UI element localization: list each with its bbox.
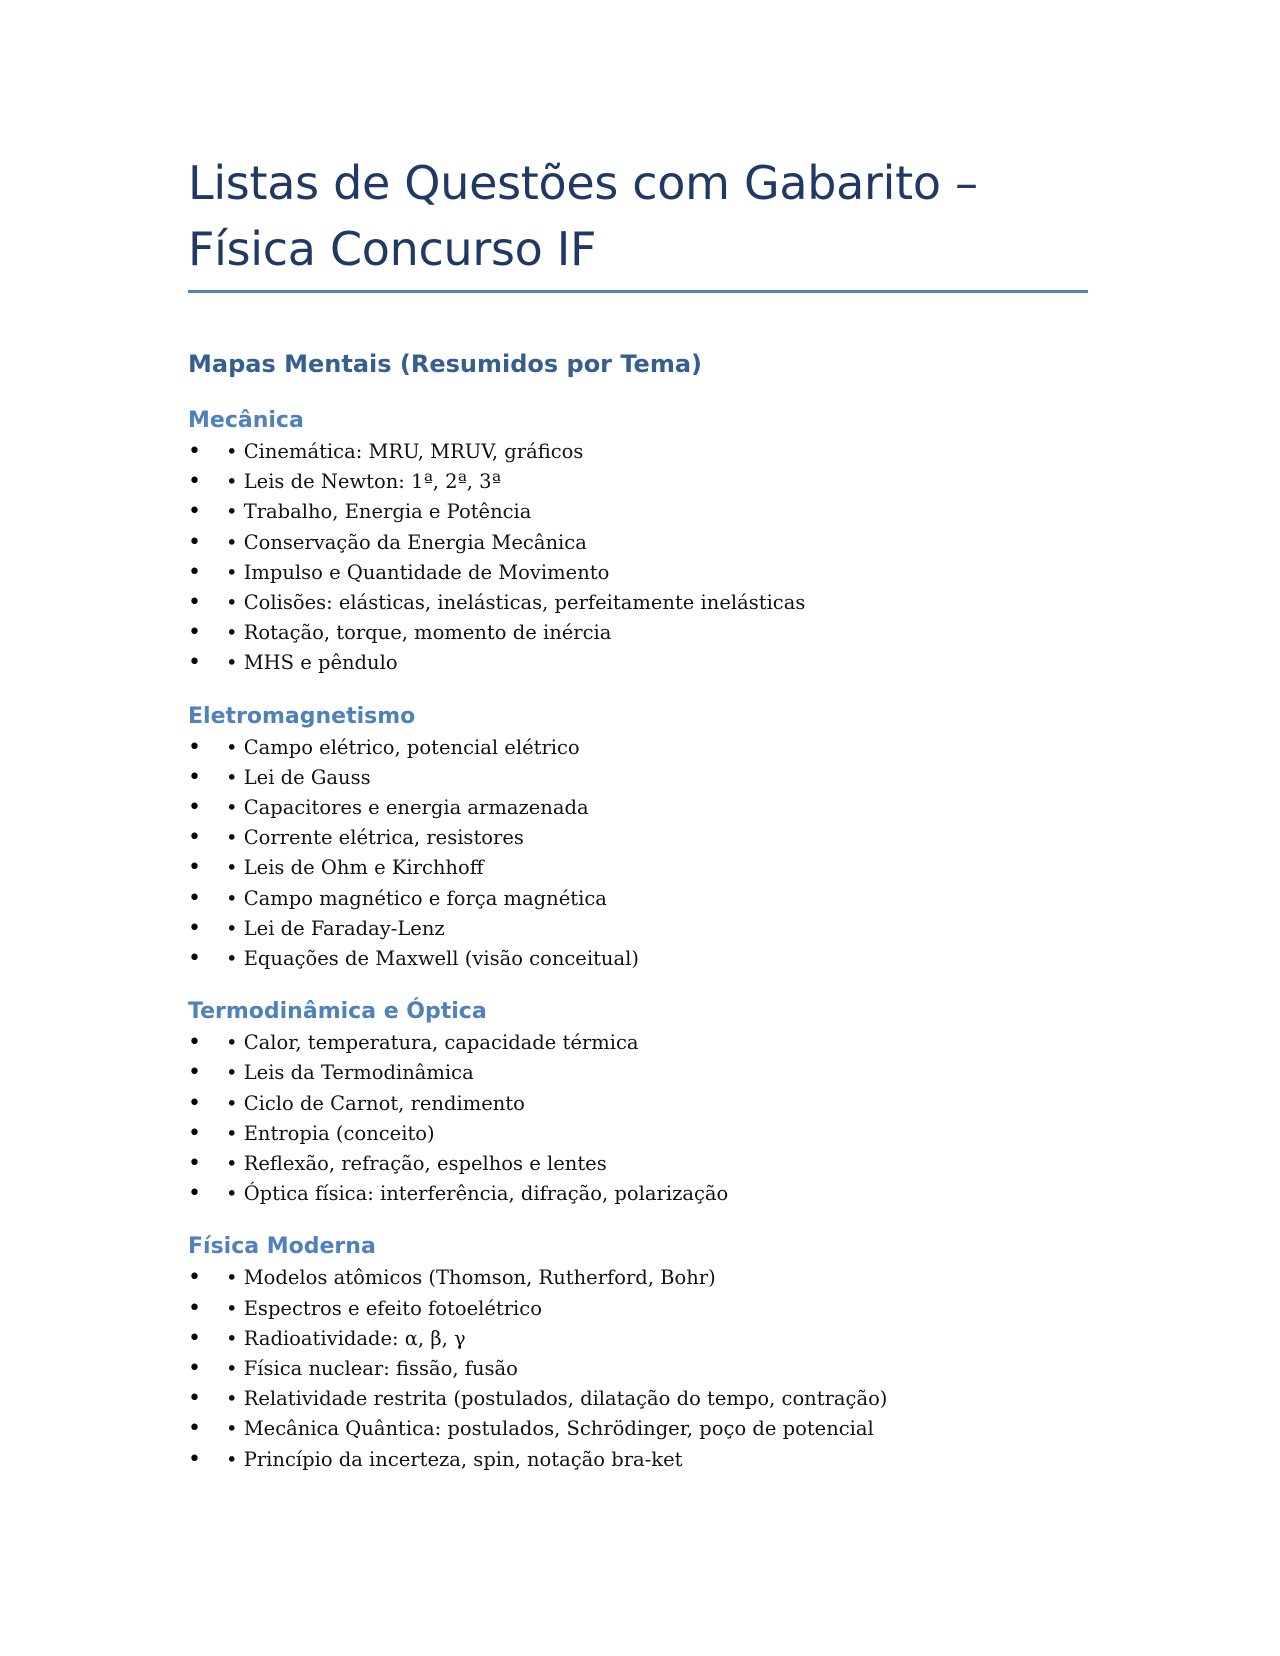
list-item xyxy=(188,1119,1088,1149)
bullet-icon: • xyxy=(188,855,201,881)
section-fisica-moderna xyxy=(188,1231,1088,1474)
list-item xyxy=(188,437,1088,467)
list-item xyxy=(188,733,1088,763)
bullet-list xyxy=(188,1028,1088,1209)
list-item xyxy=(188,884,1088,914)
bullet-icon: • xyxy=(188,1446,201,1472)
section-eletromagnetismo xyxy=(188,701,1088,975)
bullet-icon: • xyxy=(188,1151,201,1177)
bullet-icon: • xyxy=(188,529,201,555)
list-item-text: • Ciclo de Carnot, rendimento xyxy=(226,1091,525,1115)
list-item-text: • Espectros e efeito fotoelétrico xyxy=(226,1296,542,1320)
section-heading: Mecânica xyxy=(188,408,304,433)
list-item-text: • Calor, temperatura, capacidade térmica xyxy=(226,1031,639,1055)
list-item-text: • Lei de Gauss xyxy=(226,765,371,789)
list-item xyxy=(188,588,1088,618)
list-item xyxy=(188,618,1088,648)
bullet-icon: • xyxy=(188,1295,201,1321)
bullet-icon: • xyxy=(188,795,201,821)
list-item xyxy=(188,1149,1088,1179)
bullet-icon: • xyxy=(188,825,201,851)
list-item xyxy=(188,1179,1088,1209)
bullet-icon: • xyxy=(188,469,201,495)
bullet-icon: • xyxy=(188,1325,201,1351)
list-item-text: • Rotação, torque, momento de inércia xyxy=(226,621,612,645)
list-item-text: • Campo magnético e força magnética xyxy=(226,886,607,910)
list-item-text: • Reflexão, refração, espelhos e lentes xyxy=(226,1152,607,1176)
bullet-icon: • xyxy=(188,1386,201,1412)
bullet-icon: • xyxy=(188,1090,201,1116)
list-item-text: • Trabalho, Energia e Potência xyxy=(226,500,532,524)
list-item xyxy=(188,1445,1088,1475)
list-item xyxy=(188,1058,1088,1088)
bullet-icon: • xyxy=(188,1416,201,1442)
bullet-icon: • xyxy=(188,1030,201,1056)
list-item xyxy=(188,467,1088,497)
list-item xyxy=(188,793,1088,823)
list-item xyxy=(188,944,1088,974)
bullet-icon: • xyxy=(188,590,201,616)
section-heading: Física Moderna xyxy=(188,1234,376,1260)
list-item-text: • Conservação da Energia Mecânica xyxy=(226,530,587,554)
bullet-list xyxy=(188,1263,1088,1474)
bullet-icon: • xyxy=(188,1120,201,1146)
list-item-text: • Capacitores e energia armazenada xyxy=(226,796,589,820)
bullet-icon: • xyxy=(188,885,201,911)
mind-maps-heading: Mapas Mentais (Resumidos por Tema) xyxy=(188,350,703,378)
bullet-icon: • xyxy=(188,559,201,585)
list-item-text: • Entropia (conceito) xyxy=(226,1121,435,1145)
document-title-line-1: Listas de Questões com Gabarito – xyxy=(188,156,978,210)
bullet-icon: • xyxy=(188,764,201,790)
list-item xyxy=(188,558,1088,588)
list-item-text: • Lei de Faraday-Lenz xyxy=(226,916,445,940)
list-item xyxy=(188,853,1088,883)
list-item xyxy=(188,1414,1088,1444)
list-item-text: • Leis da Termodinâmica xyxy=(226,1061,474,1085)
list-item xyxy=(188,1384,1088,1414)
bullet-icon: • xyxy=(188,915,201,941)
list-item-text: • Física nuclear: fissão, fusão xyxy=(226,1357,518,1381)
bullet-icon: • xyxy=(188,1060,201,1086)
list-item-text: • Princípio da incerteza, spin, notação bra-ket xyxy=(226,1447,683,1471)
list-item-text: • Óptica física: interferência, difração, polarização xyxy=(226,1182,729,1206)
bullet-icon: • xyxy=(188,439,201,464)
list-item xyxy=(188,823,1088,853)
section-heading: Eletromagnetismo xyxy=(188,703,416,729)
list-item-text: • Modelos atômicos (Thomson, Rutherford, Bohr) xyxy=(226,1266,716,1290)
list-item xyxy=(188,1263,1088,1293)
list-item xyxy=(188,1324,1088,1354)
document-title-line-2: Física Concurso IF xyxy=(188,222,597,276)
list-item-text: • Mecânica Quântica: postulados, Schrödinger, poço de potencial xyxy=(226,1417,874,1441)
list-item-text: • Cinemática: MRU, MRUV, gráficos xyxy=(226,440,584,463)
list-item xyxy=(188,497,1088,527)
bullet-icon: • xyxy=(188,1356,201,1382)
list-item xyxy=(188,1089,1088,1119)
document-body xyxy=(188,150,1088,1475)
list-item-text: • MHS e pêndulo xyxy=(226,651,398,675)
bullet-icon: • xyxy=(188,650,201,676)
list-item-text: • Leis de Newton: 1ª, 2ª, 3ª xyxy=(226,470,501,494)
section-mecanica xyxy=(188,405,1088,679)
list-item-text: • Relatividade restrita (postulados, dilatação do tempo, contração) xyxy=(226,1387,888,1411)
bullet-icon: • xyxy=(188,1181,201,1207)
list-item-text: • Radioatividade: α, β, γ xyxy=(226,1326,466,1350)
list-item xyxy=(188,1294,1088,1324)
list-item xyxy=(188,914,1088,944)
list-item-text: • Campo elétrico, potencial elétrico xyxy=(226,735,580,759)
list-item xyxy=(188,528,1088,558)
bullet-list xyxy=(188,437,1088,679)
list-item xyxy=(188,648,1088,678)
list-item xyxy=(188,1354,1088,1384)
list-item-text: • Impulso e Quantidade de Movimento xyxy=(226,560,610,584)
sections-container xyxy=(188,405,1088,1475)
bullet-icon: • xyxy=(188,734,201,760)
bullet-icon: • xyxy=(188,1265,201,1291)
document-title xyxy=(188,150,1088,293)
bullet-icon: • xyxy=(188,946,201,972)
section-termodinamica-e-optica xyxy=(188,996,1088,1209)
bullet-icon: • xyxy=(188,499,201,525)
list-item xyxy=(188,1028,1088,1058)
bullet-list xyxy=(188,733,1088,975)
list-item xyxy=(188,763,1088,793)
list-item-text: • Colisões: elásticas, inelásticas, perfeitamente inelásticas xyxy=(226,591,806,615)
bullet-icon: • xyxy=(188,620,201,646)
list-item-text: • Equações de Maxwell (visão conceitual) xyxy=(226,947,639,971)
list-item-text: • Corrente elétrica, resistores xyxy=(226,826,524,850)
list-item-text: • Leis de Ohm e Kirchhoff xyxy=(226,856,484,880)
section-heading: Termodinâmica e Óptica xyxy=(188,999,487,1025)
